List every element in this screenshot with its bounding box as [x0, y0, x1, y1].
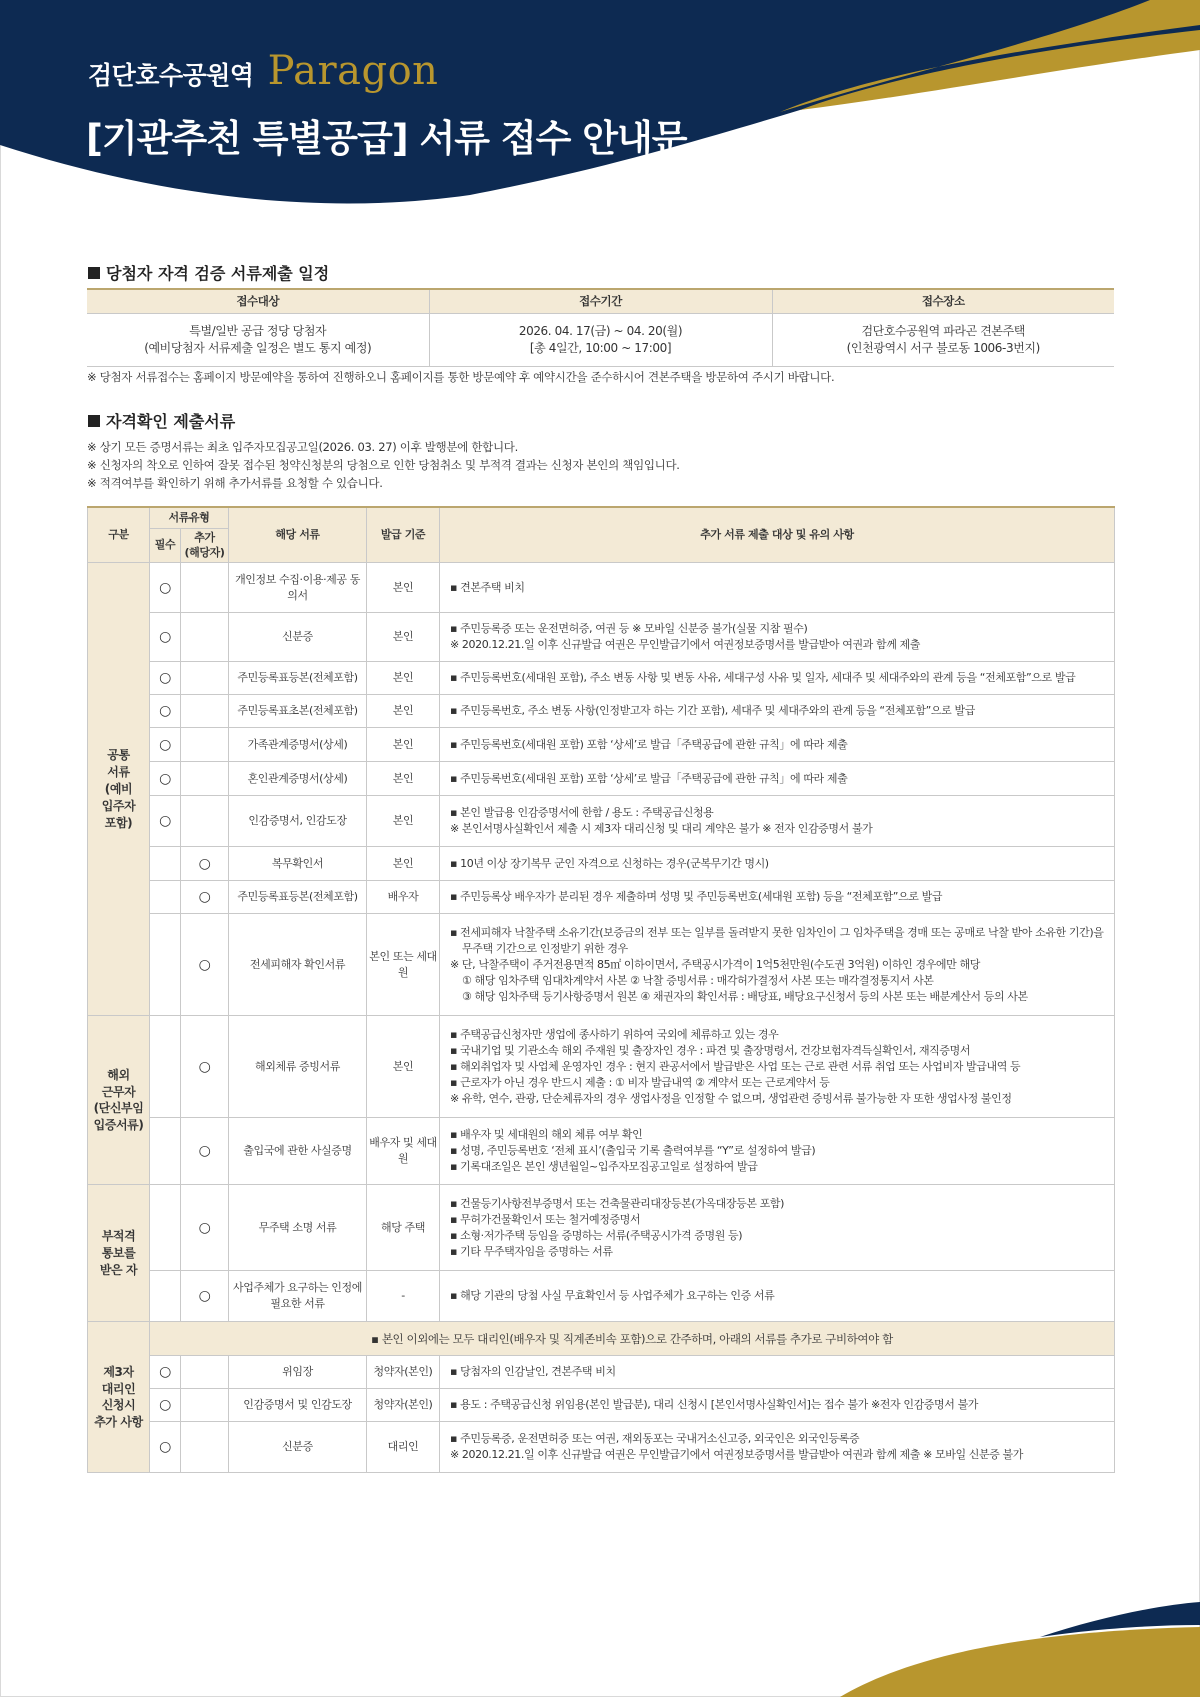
page-title: [기관추천 특별공급] 서류 접수 안내문 — [86, 117, 687, 160]
document-notes — [440, 847, 1115, 881]
brand-logo — [88, 48, 438, 94]
extra-mark — [181, 563, 229, 613]
document-notes — [440, 914, 1115, 1016]
extra-mark — [181, 728, 229, 762]
note-line: ▪ 당첨자의 인감날인, 견본주택 비치 — [450, 1365, 616, 1379]
document-notes — [440, 1185, 1115, 1271]
note-line: ▪ 용도 : 주택공급신청 위임용(본인 발급분), 대리 신청시 [본인서명사실확인서]는 접수 불가 ※전자 인감증명서 불가 — [450, 1398, 979, 1412]
extra-mark: ○ — [181, 914, 229, 1016]
document-name: 복무확인서 — [229, 847, 367, 881]
issuer: 배우자 및 세대원 — [367, 1118, 440, 1185]
document-notes — [440, 1016, 1115, 1118]
category-proxy: 제3자 대리인 신청시 추가 사항 — [88, 1322, 150, 1473]
docs-note-1: ※ 상기 모든 증명서류는 최초 입주자모집공고일(2026. 03. 27) 이후 발행분에 한합니다. — [87, 440, 518, 454]
schedule-place: 검단호수공원역 파라곤 견본주택 (인천광역시 서구 불로동 1006-3번지) — [772, 314, 1114, 367]
extra-mark: ○ — [181, 1271, 229, 1322]
header-document: 해당 서류 — [229, 507, 367, 563]
note-line: ▪ 국내기업 및 기관소속 해외 주재원 및 출장자인 경우 : 파견 및 출장명령서, 건강보험자격득실확인서, 재직증명서 — [450, 1043, 971, 1057]
note-line: ▪ 전세피해자 낙찰주택 소유기간(보증금의 전부 또는 일부를 돌려받지 못한 임차인이 그 임차주택을 경매 또는 공매로 낙찰 받아 소유한 기간)을 — [450, 926, 1104, 940]
extra-mark: ○ — [181, 1118, 229, 1185]
issuer: 청약자(본인) — [367, 1356, 440, 1389]
extra-mark — [181, 613, 229, 662]
note-line: ※ 단, 낙찰주택이 주거전용면적 85㎡ 이하이면서, 주택공시가격이 1억5천만원(수도권 3억원) 이하인 경우에만 해당 — [450, 957, 980, 971]
required-mark: ○ — [150, 796, 181, 847]
document-name: 인감증명서, 인감도장 — [229, 796, 367, 847]
extra-mark: ○ — [181, 1016, 229, 1118]
schedule-header-place: 접수장소 — [772, 289, 1114, 314]
note-line: ※ 유학, 연수, 관광, 단순체류자의 경우 생업사정을 인정할 수 없으며, 생업관련 증빙서류 불가능한 자 또한 생업사정 불인정 — [450, 1091, 1012, 1105]
issuer: 본인 — [367, 613, 440, 662]
note-line: ▪ 본인 발급용 인감증명서에 한함 / 용도 : 주택공급신청용 — [450, 806, 714, 820]
note-line: ▪ 주택공급신청자만 생업에 종사하기 위하여 국외에 체류하고 있는 경우 — [450, 1028, 779, 1042]
header-required: 필수 — [150, 528, 181, 563]
required-mark — [150, 914, 181, 1016]
document-name: 해외체류 증빙서류 — [229, 1016, 367, 1118]
document-name: 사업주체가 요구하는 인정에 필요한 서류 — [229, 1271, 367, 1322]
required-mark — [150, 881, 181, 914]
document-name: 주민등록표초본(전체포함) — [229, 695, 367, 728]
document-name: 위임장 — [229, 1356, 367, 1389]
category-common: 공통 서류 (예비 입주자 포함) — [88, 563, 150, 1016]
issuer: 본인 — [367, 762, 440, 796]
note-line: ▪ 기록대조일은 본인 생년월일~입주자모집공고일로 설정하여 발급 — [450, 1160, 758, 1174]
schedule-note: ※ 당첨자 서류접수는 홈페이지 방문예약을 통하여 진행하오니 홈페이지를 통한 방문예약 후 예약시간을 준수하시어 견본주택을 방문하여 주시기 바랍니다. — [87, 370, 835, 384]
note-line: ▪ 건물등기사항전부증명서 또는 건축물관리대장등본(가옥대장등본 포함) — [450, 1197, 785, 1210]
note-line: ① 해당 임차주택 임대차계약서 사본 ② 낙찰 증빙서류 : 매각허가결정서 사본 또는 매각결정통지서 사본 — [462, 973, 934, 987]
issuer: 해당 주택 — [367, 1185, 440, 1271]
note-line: ▪ 성명, 주민등록번호 ‘전체 표시’(출입국 기록 출력여부를 “Y”로 설정하여 발급) — [450, 1144, 816, 1158]
extra-mark: ○ — [181, 1185, 229, 1271]
extra-mark — [181, 796, 229, 847]
required-mark: ○ — [150, 613, 181, 662]
issuer: 청약자(본인) — [367, 1389, 440, 1422]
extra-mark — [181, 1389, 229, 1422]
document-notes — [440, 613, 1115, 662]
issuer: 본인 — [367, 563, 440, 613]
extra-mark — [181, 1422, 229, 1473]
document-notes — [440, 1389, 1115, 1422]
issuer: 본인 — [367, 728, 440, 762]
note-line: ▪ 해당 기관의 당첨 사실 무효확인서 등 사업주체가 요구하는 인증 서류 — [450, 1289, 775, 1303]
proxy-notice-band: ▪ 본인 이외에는 모두 대리인(배우자 및 직계존비속 포함)으로 간주하며, 아래의 서류를 추가로 구비하여야 함 — [150, 1322, 1115, 1356]
category-overseas: 해외 근무자 (단신부임 입증서류) — [88, 1016, 150, 1185]
required-mark — [150, 1271, 181, 1322]
required-mark: ○ — [150, 563, 181, 613]
header-issuer: 발급 기준 — [367, 507, 440, 563]
schedule-section-title: 당첨자 자격 검증 서류제출 일정 — [88, 261, 329, 284]
schedule-period: 2026. 04. 17(금) ~ 04. 20(월) [총 4일간, 10:00 ~ 17:00] — [429, 314, 772, 367]
extra-mark — [181, 1356, 229, 1389]
note-line: ▪ 주민등록번호(세대원 포함) 포함 ‘상세’로 발급「주택공급에 관한 규칙」에 따라 제출 — [450, 771, 848, 785]
document-name: 개인정보 수집·이용·제공 동의서 — [229, 563, 367, 613]
docs-note-3: ※ 적격여부를 확인하기 위해 추가서류를 요청할 수 있습니다. — [87, 476, 383, 490]
note-line: ▪ 주민등록번호, 주소 변동 사항(인정받고자 하는 기간 포함), 세대주 및 세대주와의 관계 등을 “전체포함”으로 발급 — [450, 704, 975, 718]
note-line: ▪ 주민등록번호(세대원 포함) 포함 ‘상세’로 발급「주택공급에 관한 규칙」에 따라 제출 — [450, 737, 848, 751]
document-name: 신분증 — [229, 613, 367, 662]
note-line: ▪ 해외취업자 및 사업체 운영자인 경우 : 현지 관공서에서 발급받은 사업 또는 근로 관련 서류 취업 또는 사업비자 발급내역 등 — [450, 1059, 1021, 1073]
note-line: ▪ 주민등록증, 운전면허증 또는 여권, 재외동포는 국내거소신고증, 외국인은 외국인등록증 — [450, 1432, 860, 1446]
schedule-header-period: 접수기간 — [429, 289, 772, 314]
required-mark: ○ — [150, 662, 181, 695]
note-line: ▪ 기타 무주택자임을 증명하는 서류 — [450, 1244, 613, 1258]
note-line: ※ 2020.12.21.일 이후 신규발급 여권은 무인발급기에서 여권정보증명서를 발급받아 여권과 함께 제출 — [450, 638, 920, 652]
note-line: ※ 2020.12.21.일 이후 신규발급 여권은 무인발급기에서 여권정보증명서를 발급받아 여권과 함께 제출 ※ 모바일 신분증 불가 — [450, 1448, 1024, 1462]
schedule-target: 특별/일반 공급 정당 당첨자 (예비당첨자 서류제출 일정은 별도 통지 예정) — [87, 314, 429, 367]
issuer: 본인 또는 세대원 — [367, 914, 440, 1016]
document-notes — [440, 695, 1115, 728]
issuer: 배우자 — [367, 881, 440, 914]
extra-mark — [181, 762, 229, 796]
brand-name-ko: 검단호수공원역 — [88, 61, 254, 90]
header-category: 구분 — [88, 507, 150, 563]
document-notes — [440, 1356, 1115, 1389]
note-line: ▪ 주민등록번호(세대원 포함), 주소 변동 사항 및 변동 사유, 세대구성 사유 및 일자, 세대주 및 세대주와의 관계 등을 “전체포함”으로 발급 — [450, 671, 1076, 685]
document-notes — [440, 881, 1115, 914]
brand-name-en: Paragon — [267, 48, 439, 94]
note-line: ③ 해당 임차주택 등기사항증명서 원본 ④ 채권자의 확인서류 : 배당표, 배당요구신청서 등의 사본 또는 배분계산서 등의 사본 — [462, 989, 1028, 1003]
docs-note-2: ※ 신청자의 착오로 인하여 잘못 접수된 청약신청분의 당첨으로 인한 당첨취소 및 부적격 결과는 신청자 본인의 책임입니다. — [87, 458, 680, 472]
note-line: ▪ 소형·저가주택 등임을 증명하는 서류(주택공시가격 증명원 등) — [450, 1228, 743, 1242]
issuer: - — [367, 1271, 440, 1322]
document-name: 인감증명서 및 인감도장 — [229, 1389, 367, 1422]
document-notes — [440, 762, 1115, 796]
required-mark — [150, 1118, 181, 1185]
document-name: 전세피해자 확인서류 — [229, 914, 367, 1016]
note-line: ▪ 근로자가 아닌 경우 반드시 제출 : ① 비자 발급내역 ② 계약서 또는 근로계약서 등 — [450, 1075, 830, 1089]
header-doc-type: 서류유형 — [150, 507, 229, 528]
square-bullet-icon — [88, 267, 100, 279]
header-notes: 추가 서류 제출 대상 및 유의 사항 — [440, 507, 1115, 563]
extra-mark — [181, 662, 229, 695]
note-line: ▪ 배우자 및 세대원의 해외 체류 여부 확인 — [450, 1128, 643, 1142]
issuer: 본인 — [367, 796, 440, 847]
note-line: ※ 본인서명사실확인서 제출 시 제3자 대리신청 및 대리 계약은 불가 ※ 전자 인감증명서 불가 — [450, 822, 873, 836]
document-name: 무주택 소명 서류 — [229, 1185, 367, 1271]
document-name: 가족관계증명서(상세) — [229, 728, 367, 762]
issuer: 대리인 — [367, 1422, 440, 1473]
required-mark — [150, 1016, 181, 1118]
required-mark: ○ — [150, 728, 181, 762]
required-mark: ○ — [150, 695, 181, 728]
required-mark — [150, 1185, 181, 1271]
document-notes — [440, 1422, 1115, 1473]
header-extra: 추가 (해당자) — [181, 528, 229, 563]
document-notes — [440, 662, 1115, 695]
extra-mark — [181, 695, 229, 728]
document-name: 혼인관계증명서(상세) — [229, 762, 367, 796]
document-notes — [440, 1118, 1115, 1185]
issuer: 본인 — [367, 847, 440, 881]
required-mark: ○ — [150, 1422, 181, 1473]
note-line: ▪ 주민등록증 또는 운전면허증, 여권 등 ※ 모바일 신분증 불가(실물 지참 필수) — [450, 622, 808, 636]
note-line: ▪ 주민등록상 배우자가 분리된 경우 제출하며 성명 및 주민등록번호(세대원 포함) 등을 “전체포함”으로 발급 — [450, 890, 943, 904]
issuer: 본인 — [367, 695, 440, 728]
required-mark: ○ — [150, 762, 181, 796]
issuer: 본인 — [367, 662, 440, 695]
note-line: ▪ 견본주택 비치 — [450, 580, 525, 594]
document-notes — [440, 563, 1115, 613]
extra-mark: ○ — [181, 881, 229, 914]
schedule-table — [87, 288, 1114, 367]
document-notes — [440, 796, 1115, 847]
extra-mark: ○ — [181, 847, 229, 881]
required-mark: ○ — [150, 1356, 181, 1389]
note-line: ▪ 무허가건물확인서 또는 철거예정증명서 — [450, 1212, 641, 1226]
square-bullet-icon — [88, 415, 100, 427]
schedule-header-target: 접수대상 — [87, 289, 429, 314]
document-name: 주민등록표등본(전체포함) — [229, 662, 367, 695]
note-line: ▪ 10년 이상 장기복무 군인 자격으로 신청하는 경우(군복무기간 명시) — [450, 856, 769, 870]
required-mark: ○ — [150, 1389, 181, 1422]
documents-table — [87, 506, 1115, 1473]
docs-section-title: 자격확인 제출서류 — [88, 409, 235, 432]
document-notes — [440, 728, 1115, 762]
category-ineligible: 부적격 통보를 받은 자 — [88, 1185, 150, 1322]
document-name: 주민등록표등본(전체포함) — [229, 881, 367, 914]
issuer: 본인 — [367, 1016, 440, 1118]
note-line: 무주택 기간으로 인정받기 위한 경우 — [462, 941, 628, 955]
document-notes — [440, 1271, 1115, 1322]
footer-wave — [0, 1567, 1200, 1697]
document-name: 출입국에 관한 사실증명 — [229, 1118, 367, 1185]
required-mark — [150, 847, 181, 881]
document-name: 신분증 — [229, 1422, 367, 1473]
